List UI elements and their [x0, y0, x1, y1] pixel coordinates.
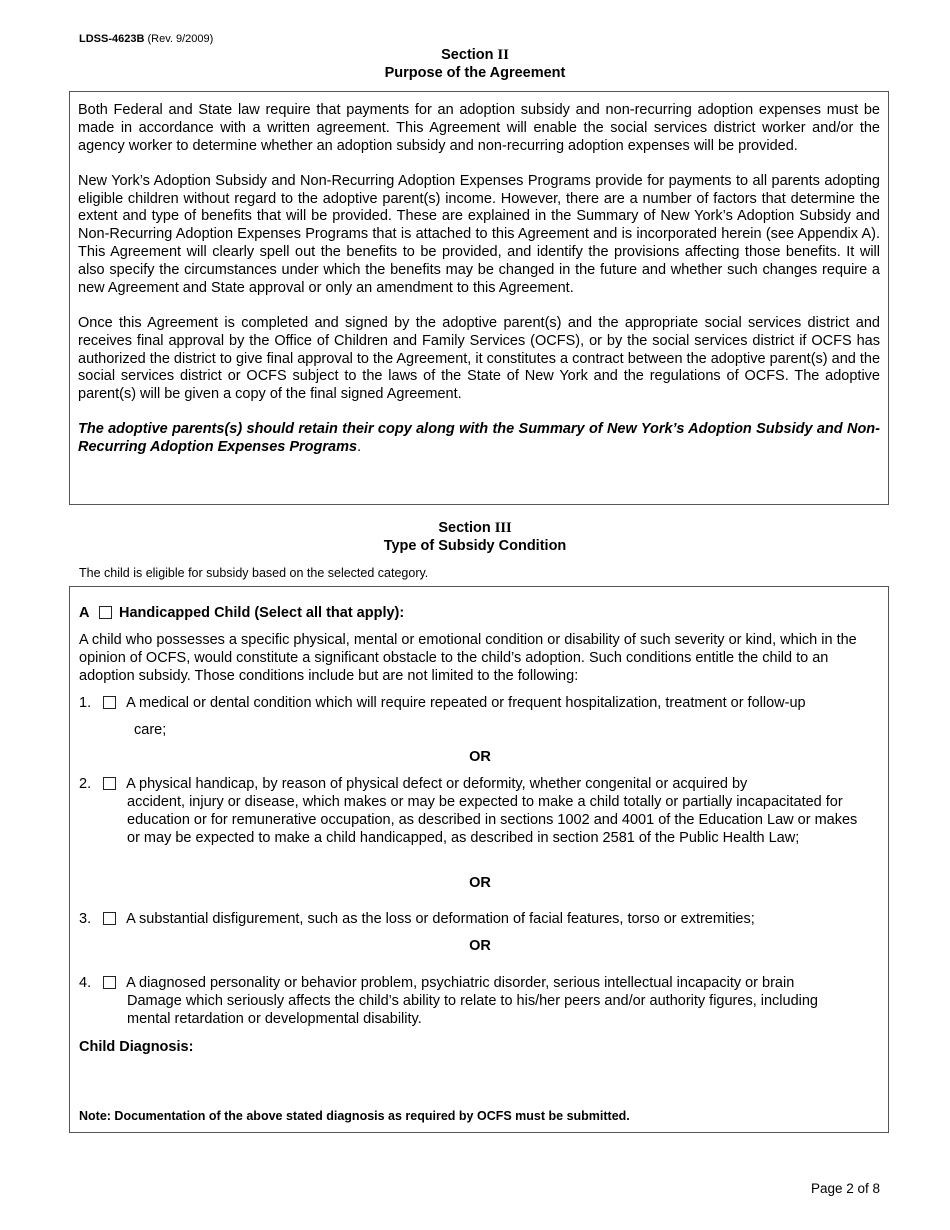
purpose-paragraph-1: Both Federal and State law require that payments for an adoption subsidy and non-recurring adoption expenses must be made in accordance with a written agreement. This Agreement will enable the social services district worker and/or the agency worker to determine whether an adoption subsidy and non-recurring adoption expenses will be provided.: [78, 102, 880, 154]
condition-item-4: [79, 975, 794, 993]
item-4-number: 4.: [79, 975, 92, 991]
section-3-title: Type of Subsidy Condition: [383, 538, 567, 554]
category-title: Handicapped Child (Select all that apply):: [119, 605, 405, 621]
item-4-text-continued: Damage which seriously affects the child’s ability to relate to his/her peers and/or authority figures, including mental retardation or developmental disability.: [127, 993, 818, 1027]
purpose-paragraph-2: New York’s Adoption Subsidy and Non-Recurring Adoption Expenses Programs provide for payments to all parents adopting eligible children without regard to the adoptive parent(s) income. However, there are a number of factors that determine the extent and type of benefits that will be provided. These are explained in the Summary of New York’s Adoption Subsidy and Non-Recurring Adoption Expenses Programs that is attached to this Agreement and is incorporated herein (see Appendix A). This Agreement will clearly spell out the benefits to be provided, and identify the provisions affecting those benefits. It will also specify the circumstances under which the benefits may be changed in the future and whether such changes require a new Agreement and State approval or only an amendment to this Agreement.: [78, 172, 880, 296]
retain-copy-text: The adoptive parents(s) should retain their copy along with the Summary of New York’s Adoption Subsidy and Non-Recurring Adoption Expenses Programs: [78, 421, 880, 456]
page-number: Page 2 of 8: [811, 1181, 881, 1196]
or-separator: OR: [469, 875, 491, 891]
section-2-title: Purpose of the Agreement: [384, 65, 566, 81]
documentation-note: Note: Documentation of the above stated diagnosis as required by OCFS must be submitted.: [79, 1109, 630, 1123]
item-1-number: 1.: [79, 695, 92, 711]
item-3-text: A substantial disfigurement, such as the loss or deformation of facial features, torso or extremities;: [126, 911, 755, 927]
retain-copy-period: .: [357, 439, 362, 456]
condition-item-1: [79, 695, 806, 713]
child-diagnosis-label: Child Diagnosis:: [79, 1039, 194, 1055]
section-3-numeral: III: [494, 520, 512, 536]
form-revision: (Rev. 9/2009): [147, 33, 214, 45]
purpose-paragraph-3: Once this Agreement is completed and signed by the adoptive parent(s) and the appropriate social services district and receives final approval by the Office of Children and Family Services (OCFS), or by the social services district if OCFS has authorized the district to give final approval to the Agreement, it constitutes a contract between the adoptive parent(s) and the social services district or OCFS subject to the laws of the State of New York and the regulations of OCFS. The adoptive parent(s) will be given a copy of the final signed Agreement.: [78, 314, 881, 403]
section-2-label: Section: [441, 47, 494, 63]
item-2-text-continued: accident, injury or disease, which makes or may be expected to make a child totally or partially incapacitated for education or for remunerative occupation, as described in sections 1002 and 4001 of the Education Law or makes or may be expected to make a child handicapped, as described in section 2581 of the Public Health Law;: [127, 794, 858, 846]
item-1-text: A medical or dental condition which will require repeated or frequent hospitalization, treatment or follow-up: [126, 695, 806, 711]
condition-item-3: [79, 911, 755, 929]
retain-copy-notice: [78, 421, 880, 457]
or-separator: OR: [469, 749, 491, 765]
section-3-label: Section: [438, 520, 491, 536]
child-diagnosis-field[interactable]: [79, 1059, 879, 1099]
item-1-checkbox[interactable]: [103, 696, 116, 709]
item-3-checkbox[interactable]: [103, 912, 116, 925]
subsidy-condition-box: [69, 586, 889, 1133]
section-2-heading: [0, 46, 950, 64]
or-separator: OR: [469, 938, 491, 954]
category-description: A child who possesses a specific physical, mental or emotional condition or disability of such severity or kind, which in the opinion of OCFS, would constitute a significant obstacle to the child’s adoption. Such conditions entitle the child to an adoption subsidy. Those conditions include but are not limited to the following:: [79, 632, 857, 684]
category-letter: A: [79, 605, 89, 621]
item-4-checkbox[interactable]: [103, 976, 116, 989]
item-2-number: 2.: [79, 776, 92, 792]
item-3-number: 3.: [79, 911, 92, 927]
item-2-text: A physical handicap, by reason of physical defect or deformity, whether congenital or acquired by: [126, 776, 748, 792]
section-2-numeral: II: [497, 47, 509, 63]
condition-item-2: [79, 776, 747, 794]
form-id: [79, 33, 213, 45]
category-a-row: [79, 605, 404, 621]
item-2-checkbox[interactable]: [103, 777, 116, 790]
form-code: LDSS-4623B: [79, 33, 145, 45]
item-4-text: A diagnosed personality or behavior problem, psychiatric disorder, serious intellectual incapacity or brain: [126, 975, 795, 991]
item-1-text-continued: care;: [134, 722, 167, 738]
section-3-heading: [0, 519, 950, 537]
eligibility-intro: The child is eligible for subsidy based on the selected category.: [79, 566, 429, 580]
purpose-box: [69, 91, 889, 505]
handicapped-child-checkbox[interactable]: [99, 606, 112, 619]
